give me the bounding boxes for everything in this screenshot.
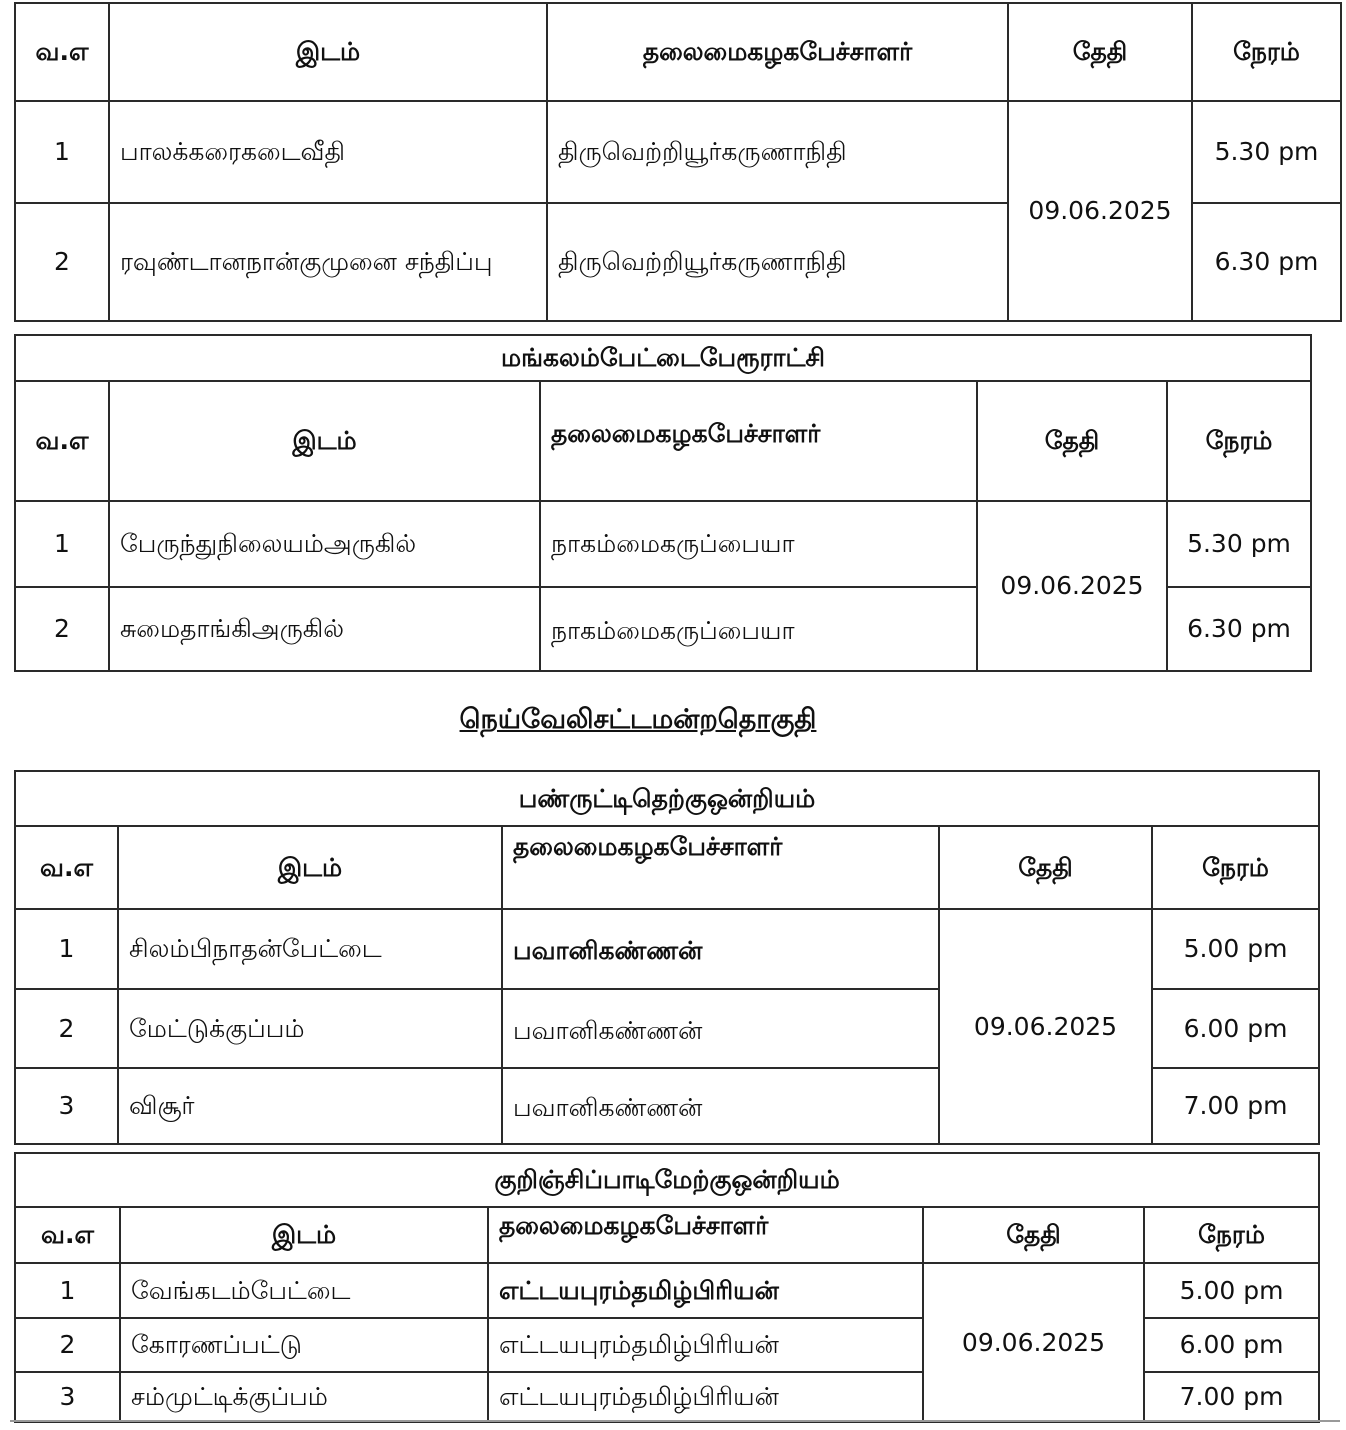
row-sno: 3	[15, 1068, 118, 1144]
table-title: மங்கலம்பேட்டைபேரூராட்சி	[15, 335, 1311, 381]
row-speaker: திருவெற்றியூர்கருணாநிதி	[547, 203, 1008, 321]
header-sno: வ.எ	[15, 3, 109, 101]
schedule-table-3	[14, 770, 1320, 1145]
schedule-table-4	[14, 1152, 1320, 1423]
row-place: வேங்கடம்பேட்டை	[120, 1263, 488, 1318]
row-time: 6.00 pm	[1144, 1318, 1319, 1372]
row-place: சம்முட்டிக்குப்பம்	[120, 1372, 488, 1422]
row-speaker: நாகம்மைகருப்பையா	[540, 587, 977, 671]
row-speaker: பவானிகண்ணன்	[502, 909, 939, 989]
row-sno: 2	[15, 989, 118, 1068]
title-row	[15, 771, 1319, 826]
row-sno: 2	[15, 203, 109, 321]
row-place: சிலம்பிநாதன்பேட்டை	[118, 909, 502, 989]
header-row	[15, 1207, 1319, 1263]
row-time: 5.30 pm	[1167, 501, 1311, 587]
title-row	[15, 1153, 1319, 1207]
row-date: 09.06.2025	[923, 1263, 1144, 1422]
header-sno: வ.எ	[15, 381, 109, 501]
header-date: தேதி	[939, 826, 1152, 909]
header-row	[15, 826, 1319, 909]
header-speaker: தலைமைகழகபேச்சாளர்	[540, 381, 977, 501]
header-row	[15, 3, 1341, 101]
row-sno: 1	[15, 1263, 120, 1318]
row-place: மேட்டுக்குப்பம்	[118, 989, 502, 1068]
schedule-table-2	[14, 334, 1312, 672]
row-time: 5.00 pm	[1144, 1263, 1319, 1318]
header-time: நேரம்	[1144, 1207, 1319, 1263]
header-sno: வ.எ	[15, 1207, 120, 1263]
row-speaker: எட்டயபுரம்தமிழ்பிரியன்	[488, 1318, 923, 1372]
row-place: கோரணப்பட்டு	[120, 1318, 488, 1372]
row-time: 6.30 pm	[1192, 203, 1341, 321]
header-speaker: தலைமைகழகபேச்சாளர்	[488, 1207, 923, 1263]
row-time: 6.00 pm	[1152, 989, 1319, 1068]
table-title: பண்ருட்டிதெற்குஒன்றியம்	[15, 771, 1319, 826]
table-title: குறிஞ்சிப்பாடிமேற்குஒன்றியம்	[15, 1153, 1319, 1207]
row-time: 5.00 pm	[1152, 909, 1319, 989]
header-place: இடம்	[109, 3, 547, 101]
row-place: ரவுண்டானநான்குமுனை சந்திப்பு	[109, 203, 547, 321]
table-row	[15, 501, 1311, 587]
row-date: 09.06.2025	[977, 501, 1167, 671]
header-time: நேரம்	[1192, 3, 1341, 101]
row-speaker: எட்டயபுரம்தமிழ்பிரியன்	[488, 1263, 923, 1318]
table-row	[15, 909, 1319, 989]
header-place: இடம்	[109, 381, 540, 501]
header-date: தேதி	[977, 381, 1167, 501]
row-time: 6.30 pm	[1167, 587, 1311, 671]
header-row	[15, 381, 1311, 501]
row-time: 5.30 pm	[1192, 101, 1341, 203]
section-heading: நெய்வேலிசட்டமன்றதொகுதி	[459, 704, 817, 735]
header-place: இடம்	[120, 1207, 488, 1263]
table-row	[15, 101, 1341, 203]
header-time: நேரம்	[1152, 826, 1319, 909]
row-place: விசூர்	[118, 1068, 502, 1144]
title-row	[15, 335, 1311, 381]
row-speaker: பவானிகண்ணன்	[502, 1068, 939, 1144]
row-sno: 2	[15, 1318, 120, 1372]
header-sno: வ.எ	[15, 826, 118, 909]
row-place: சுமைதாங்கிஅருகில்	[109, 587, 540, 671]
row-place: பேருந்துநிலையம்அருகில்	[109, 501, 540, 587]
row-speaker: பவானிகண்ணன்	[502, 989, 939, 1068]
header-date: தேதி	[923, 1207, 1144, 1263]
page-bottom-rule	[10, 1420, 1340, 1422]
row-sno: 1	[15, 909, 118, 989]
row-speaker: எட்டயபுரம்தமிழ்பிரியன்	[488, 1372, 923, 1422]
header-time: நேரம்	[1167, 381, 1311, 501]
row-time: 7.00 pm	[1152, 1068, 1319, 1144]
header-speaker: தலைமைகழகபேச்சாளர்	[502, 826, 939, 909]
header-place: இடம்	[118, 826, 502, 909]
row-date: 09.06.2025	[1008, 101, 1192, 321]
row-speaker: நாகம்மைகருப்பையா	[540, 501, 977, 587]
table-row	[15, 1263, 1319, 1318]
row-time: 7.00 pm	[1144, 1372, 1319, 1422]
row-sno: 2	[15, 587, 109, 671]
row-sno: 1	[15, 501, 109, 587]
row-sno: 3	[15, 1372, 120, 1422]
row-speaker: திருவெற்றியூர்கருணாநிதி	[547, 101, 1008, 203]
header-date: தேதி	[1008, 3, 1192, 101]
row-place: பாலக்கரைகடைவீதி	[109, 101, 547, 203]
row-date: 09.06.2025	[939, 909, 1152, 1144]
row-sno: 1	[15, 101, 109, 203]
schedule-table-1	[14, 2, 1342, 322]
header-speaker: தலைமைகழகபேச்சாளர்	[547, 3, 1008, 101]
